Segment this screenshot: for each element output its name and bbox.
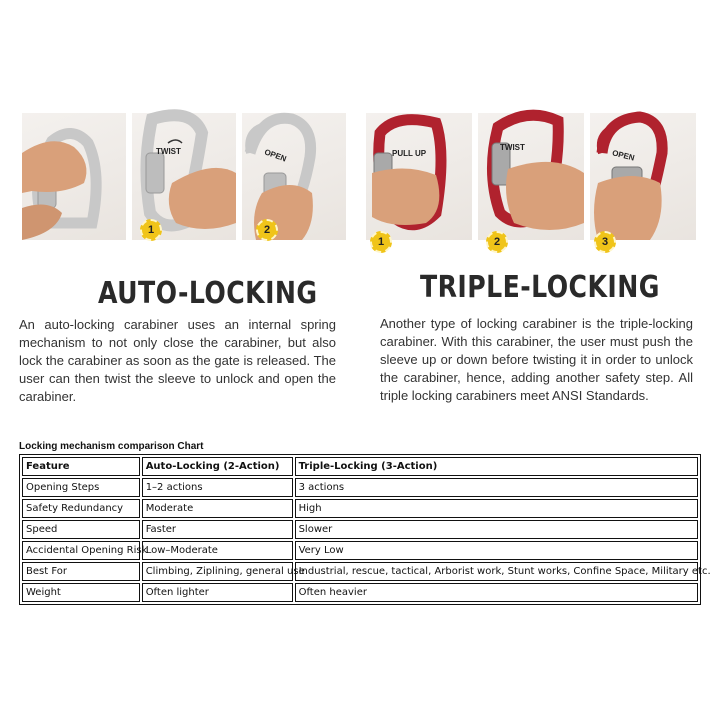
twist-label: TWIST	[500, 143, 525, 152]
auto-locking-photo-twist	[132, 113, 236, 240]
table-header-row	[22, 457, 698, 476]
table-cell: Weight	[22, 583, 140, 602]
triple-locking-photo-twist	[478, 113, 584, 248]
header-auto-locking: Auto-Locking (2-Action)	[142, 457, 293, 476]
table-cell: Slower	[295, 520, 698, 539]
auto-locking-heading: AUTO-LOCKING	[98, 276, 318, 311]
table-cell: Low–Moderate	[142, 541, 293, 560]
table-cell: High	[295, 499, 698, 518]
step-2-badge: 2	[256, 219, 278, 241]
table-row	[22, 562, 698, 581]
auto-locking-photo-open	[242, 113, 346, 240]
triple-locking-photo-open	[590, 113, 696, 248]
step-1-badge: 1	[140, 219, 162, 241]
table-cell: 1–2 actions	[142, 478, 293, 497]
table-cell: Best For	[22, 562, 140, 581]
table-cell: Speed	[22, 520, 140, 539]
comparison-table	[19, 454, 711, 605]
table-cell: 3 actions	[295, 478, 698, 497]
triple-locking-description: Another type of locking carabiner is the triple-locking carabiner. With this carabiner, the user must push the sleeve up or down before twisting it in order to unlock the carabiner, hence, adding another safety step. All triple locking carabiners meet ANSI Standards.	[380, 316, 693, 403]
table-cell: Industrial, rescue, tactical, Arborist work, Stunt works, Confine Space, Military etc.	[295, 562, 698, 581]
open-label: OPEN	[611, 148, 636, 163]
table-row	[22, 583, 698, 602]
auto-locking-photos	[22, 113, 346, 240]
step-2-badge: 2	[486, 231, 508, 253]
table-cell: Moderate	[142, 499, 293, 518]
step-3-badge: 3	[594, 231, 616, 253]
triple-locking-photo-pull-up	[366, 113, 472, 248]
table-cell: Very Low	[295, 541, 698, 560]
twist-label: TWIST	[156, 147, 181, 156]
auto-locking-photo-closed	[22, 113, 126, 240]
table-cell: Often lighter	[142, 583, 293, 602]
table-cell: Opening Steps	[22, 478, 140, 497]
table-row	[22, 541, 698, 560]
comparison-chart-title: Locking mechanism comparison Chart	[19, 441, 204, 452]
table-cell: Accidental Opening Risk	[22, 541, 140, 560]
header-triple-locking: Triple-Locking (3-Action)	[295, 457, 698, 476]
table-cell: Safety Redundancy	[22, 499, 140, 518]
table-cell: Climbing, Ziplining, general use	[142, 562, 293, 581]
step-1-badge: 1	[370, 231, 392, 253]
header-feature: Feature	[22, 457, 140, 476]
table-row	[22, 520, 698, 539]
pull-up-label: PULL UP	[392, 149, 427, 158]
triple-locking-heading: TRIPLE-LOCKING	[420, 270, 660, 305]
triple-locking-photos	[366, 113, 696, 248]
table-row	[22, 499, 698, 518]
auto-locking-description: An auto-locking carabiner uses an internal spring mechanism to not only close the carabiner, but also lock the carabiner as soon as the gate is released. The user can then twist the sleeve to unlock and open the carabiner.	[19, 317, 336, 404]
open-label: OPEN	[263, 147, 288, 164]
table-row	[22, 478, 698, 497]
table-cell: Faster	[142, 520, 293, 539]
table-cell: Often heavier	[295, 583, 698, 602]
